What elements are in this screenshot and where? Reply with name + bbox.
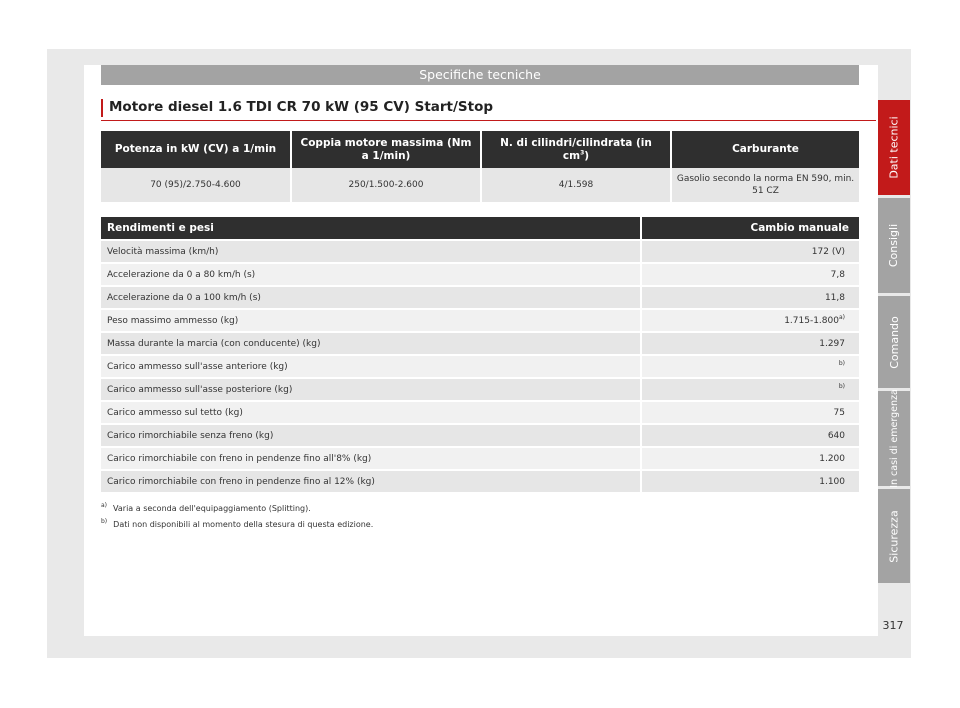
row-value [641,240,859,263]
table-row [101,470,859,492]
page-title: Motore diesel 1.6 TDI CR 70 kW (95 CV) Start/Stop [109,99,494,115]
row-label: Carico rimorchiabile con freno in pendenze fino al 12% (kg) [101,470,641,492]
row-label: Velocità massima (km/h) [101,240,641,263]
row-value-text: 1.715-1.800 [784,315,839,326]
row-value [641,447,859,470]
row-label: Carico rimorchiabile senza freno (kg) [101,424,641,447]
tab-dati-tecnici[interactable] [878,100,910,195]
footnote-mark: a) [101,502,108,510]
row-value [641,309,859,332]
tab-in-casi-di-emergenza[interactable] [878,391,910,486]
row-value [641,470,859,492]
row-label: Carico ammesso sul tetto (kg) [101,401,641,424]
table-row [101,240,859,263]
row-value [641,401,859,424]
table-row [101,263,859,286]
performance-header-label: Rendimenti e pesi [101,217,641,240]
engine-power-value: 70 (95)/2.750-4.600 [101,168,291,202]
tab-sicurezza[interactable] [878,489,910,583]
performance-header-value: Cambio manuale [641,217,859,240]
footnote-text: Varia a seconda dell'equipaggiamento (Splitting). [113,504,311,513]
tab-label: Sicurezza [887,509,901,563]
table-row [101,378,859,401]
tab-consigli[interactable] [878,198,910,293]
tab-comando[interactable] [878,296,910,388]
performance-table [101,217,859,492]
row-label: Peso massimo ammesso (kg) [101,309,641,332]
tab-label: Dati tecnici [887,116,901,179]
row-value-text: 640 [827,430,845,441]
engine-header-cylinders-text: N. di cilindri/cilindrata (in cm [500,136,652,162]
row-value-text: 1.297 [819,338,845,349]
title-accent [101,99,103,117]
row-value-text: 1.200 [819,453,845,464]
table-row [101,355,859,378]
title-rule [101,120,876,121]
engine-table [101,131,859,202]
row-value [641,286,859,309]
row-value [641,332,859,355]
footnote-text: Dati non disponibili al momento della stesura di questa edizione. [113,520,374,529]
row-value [641,378,859,401]
table-row [101,332,859,355]
row-value-text: 11,8 [824,292,845,303]
table-row [101,286,859,309]
row-value [641,355,859,378]
row-value [641,424,859,447]
table-row [101,424,859,447]
row-label: Carico ammesso sull'asse anteriore (kg) [101,355,641,378]
engine-header-cylinders [481,131,671,168]
table-row [101,447,859,470]
row-value-text: 7,8 [830,269,845,280]
row-value-sup: a) [838,313,845,321]
tab-label: Consigli [887,223,901,268]
table-row [101,168,859,202]
row-value-text: 75 [833,407,845,418]
row-label: Carico rimorchiabile con freno in pendenze fino all'8% (kg) [101,447,641,470]
row-value-sup: b) [838,382,845,390]
table-row [101,309,859,332]
table-row [101,401,859,424]
engine-header-cylinders-sup: 3 [580,149,585,156]
row-value-sup: b) [838,359,845,367]
row-value [641,263,859,286]
row-label: Accelerazione da 0 a 100 km/h (s) [101,286,641,309]
footnote-a [101,504,311,513]
row-value-text: 1.100 [819,476,845,487]
engine-header-cylinders-suffix: ) [584,149,590,162]
tab-label: Comando [887,315,901,369]
engine-header-torque: Coppia motore massima (Nm a 1/min) [291,131,481,168]
row-label: Carico ammesso sull'asse posteriore (kg) [101,378,641,401]
tab-label: In casi di emergenza [888,389,900,488]
engine-header-fuel: Carburante [671,131,859,168]
engine-cylinders-value: 4/1.598 [481,168,671,202]
engine-torque-value: 250/1.500-2.600 [291,168,481,202]
row-label: Massa durante la marcia (con conducente) (kg) [101,332,641,355]
row-value-text: 172 (V) [811,246,845,257]
engine-fuel-value: Gasolio secondo la norma EN 590, min. 51 CZ [671,168,859,202]
footnote-b [101,520,373,529]
section-header: Specifiche tecniche [101,65,859,85]
row-label: Accelerazione da 0 a 80 km/h (s) [101,263,641,286]
engine-header-power: Potenza in kW (CV) a 1/min [101,131,291,168]
footnote-mark: b) [101,518,108,526]
page-number: 317 [882,619,904,632]
